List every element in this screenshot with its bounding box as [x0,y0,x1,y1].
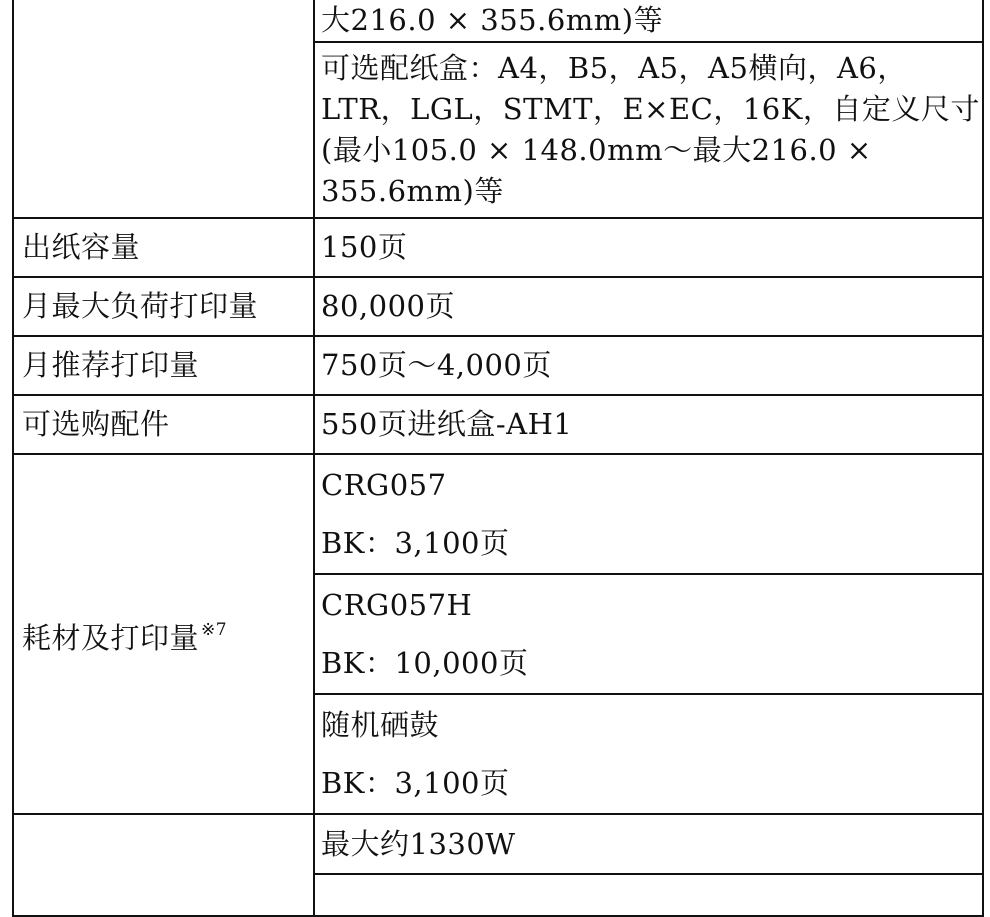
value-text: 大216.0 × 355.6mm)等 [321,2,664,37]
consumable-yield: BK：10,000页 [321,646,529,680]
table-row [13,0,983,42]
value-text: (最小105.0 × 148.0mm～最大216.0 × [321,133,872,167]
consumable-name: CRG057H [321,588,473,622]
footnote-mark: ※7 [201,619,228,640]
consumables-list [315,455,982,813]
label-cell: 可选购配件 [13,395,314,454]
value-cell: 80,000页 [314,277,983,336]
label-cell-consumables [13,454,314,814]
table-row [13,277,983,336]
value-text: 355.6mm)等 [321,174,504,208]
consumable-name: 随机硒鼓 [321,708,440,742]
consumable-yield: BK：3,100页 [321,766,510,800]
value-cell: 150页 [314,218,983,277]
label-cell: 月最大负荷打印量 [13,277,314,336]
value-cell: 550页进纸盒-AH1 [314,395,983,454]
value-cell-optional-tray-sizes [314,42,983,218]
value-cell-empty [314,874,983,916]
value-cell-consumables [314,454,983,814]
label-cell: 出纸容量 [13,218,314,277]
table-row [13,336,983,395]
table-row [13,395,983,454]
list-item [315,455,982,574]
value-text: LTR，LGL，STMT，E×EC，16K，自定义尺寸 [321,92,980,126]
consumable-name: CRG057 [321,468,447,502]
list-item [315,574,982,694]
value-cell: 750页～4,000页 [314,336,983,395]
consumable-yield: BK：3,100页 [321,526,510,560]
list-item [315,694,982,813]
table-row [13,218,983,277]
table-row-consumables [13,454,983,814]
value-text: 可选配纸盒：A4，B5，A5，A5横向，A6， [321,51,907,85]
value-cell-power: 最大约1330W [314,814,983,874]
table-row-power [13,814,983,874]
label-cell: 月推荐打印量 [13,336,314,395]
consumables-label: 耗材及打印量 [22,620,200,655]
spec-table [12,0,984,917]
label-cell-empty [13,0,314,218]
value-cell-paper-size-tail [314,0,983,42]
label-cell-empty [13,814,314,916]
